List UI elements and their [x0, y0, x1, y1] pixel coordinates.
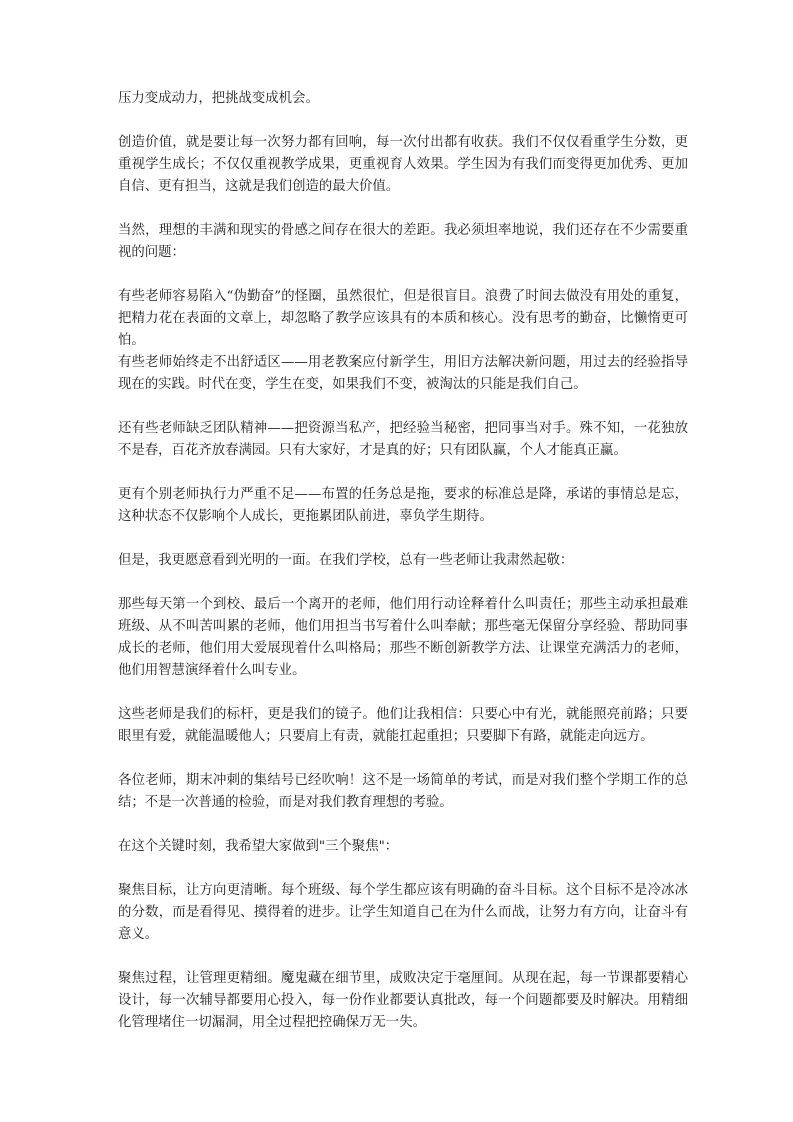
paragraph: 创造价值，就是要让每一次努力都有回响，每一次付出都有收获。我们不仅仅看重学生分数，更重视学生成长；不仅仅重视教学成果，更重视育人效果。学生因为有我们而变得更加优秀、更加自信、更有担当，这就是我们创造的最大价值。	[118, 135, 688, 194]
paragraph: 聚焦过程，让管理更精细。魔鬼藏在细节里，成败决定于毫厘间。从现在起，每一节课都要精心设计，每一次辅导都要用心投入，每一份作业都要认真批改，每一个问题都要及时解决。用精细化管理堵住一切漏洞，用全过程把控确保万无一失。	[118, 971, 688, 1030]
paragraph-spacer	[118, 462, 688, 484]
paragraph-spacer	[118, 946, 688, 968]
paragraph: 压力变成动力，把挑战变成机会。	[118, 91, 319, 106]
paragraph: 聚焦目标，让方向更清晰。每个班级、每个学生都应该有明确的奋斗目标。这个目标不是冷冰冰的分数，而是看得见、摸得着的进步。让学生知道自己在为什么而战，让努力有方向，让奋斗有意义。	[118, 883, 688, 942]
paragraph: 各位老师，期末冲刺的集结号已经吹响！这不是一场简单的考试，而是对我们整个学期工作的总结；不是一次普通的检验，而是对我们教育理想的考验。	[118, 773, 688, 810]
paragraph: 更有个别老师执行力严重不足——布置的任务总是拖，要求的标准总是降，承诺的事情总是忘，这种状态不仅影响个人成长，更拖累团队前进，辜负学生期待。	[118, 487, 688, 524]
paragraph-spacer	[118, 572, 688, 594]
paragraph-spacer	[118, 528, 688, 550]
paragraph-spacer	[118, 110, 688, 132]
paragraph: 有些老师始终走不出舒适区——用老教案应付新学生，用旧方法解决新问题，用过去的经验指导现在的实践。时代在变，学生在变，如果我们不变，被淘汰的只能是我们自己。	[118, 355, 688, 392]
paragraph: 这些老师是我们的标杆，更是我们的镜子。他们让我相信：只要心中有光，就能照亮前路；只要眼里有爱，就能温暖他人；只要肩上有责，就能扛起重担；只要脚下有路，就能走向远方。	[118, 707, 688, 744]
paragraph: 在这个关键时刻，我希望大家做到"三个聚焦"：	[118, 839, 399, 854]
paragraph-spacer	[118, 814, 688, 836]
paragraph-spacer	[118, 748, 688, 770]
paragraph-spacer	[118, 396, 688, 418]
paragraph: 当然，理想的丰满和现实的骨感之间存在很大的差距。我必须坦率地说，我们还存在不少需要重视的问题：	[118, 223, 688, 260]
paragraph-spacer	[118, 682, 688, 704]
paragraph: 还有些老师缺乏团队精神——把资源当私产，把经验当秘密，把同事当对手。殊不知，一花独放不是春，百花齐放春满园。只有大家好，才是真的好；只有团队赢，个人才能真正赢。	[118, 421, 688, 458]
paragraph: 有些老师容易陷入“伪勤奋”的怪圈，虽然很忙，但是很盲目。浪费了时间去做没有用处的重复，把精力花在表面的文章上，却忽略了教学应该具有的本质和核心。没有思考的勤奋，比懒惰更可怕。	[118, 289, 688, 348]
paragraph-spacer	[118, 264, 688, 286]
document-body	[118, 88, 688, 1034]
paragraph: 但是，我更愿意看到光明的一面。在我们学校，总有一些老师让我肃然起敬：	[118, 553, 574, 568]
paragraph-spacer	[118, 198, 688, 220]
paragraph: 那些每天第一个到校、最后一个离开的老师，他们用行动诠释着什么叫责任；那些主动承担最难班级、从不叫苦叫累的老师，他们用担当书写着什么叫奉献；那些毫无保留分享经验、帮助同事成长的老师，他们用大爱展现着什么叫格局；那些不断创新教学方法、让课堂充满活力的老师，他们用智慧演绎着什么叫专业。	[118, 597, 688, 678]
paragraph-spacer	[118, 858, 688, 880]
